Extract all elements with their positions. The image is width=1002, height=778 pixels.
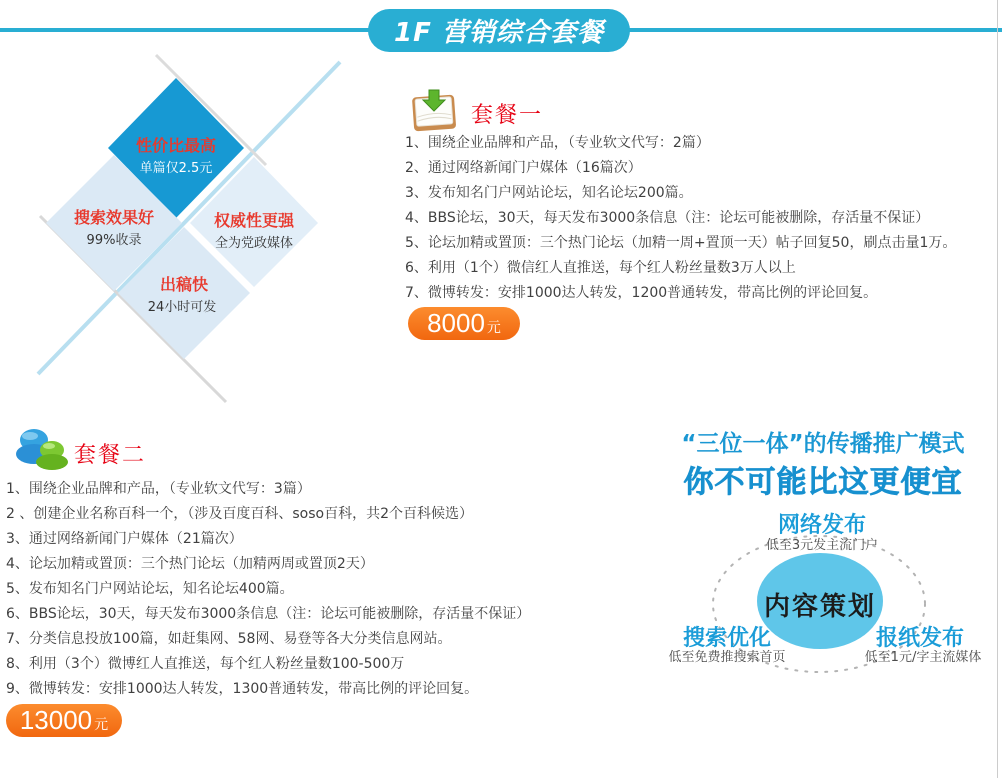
diamond-top-title: 性价比最高 — [135, 136, 216, 155]
list-item: 5、发布知名门户网站论坛，知名论坛400篇。 — [6, 581, 294, 597]
list-item: 2、通过网络新闻门户媒体（16篇次） — [405, 160, 642, 176]
triad-center-label: 内容策划 — [763, 592, 876, 622]
triad-node-top-label: 网络发布 — [777, 513, 866, 538]
package-two-title: 套餐二 — [74, 443, 147, 468]
people-icon — [14, 424, 72, 472]
package-one-section — [405, 86, 995, 346]
promo-heading-line2: 你不可能比这更便宜 — [683, 465, 963, 500]
package-one-price-button[interactable] — [408, 307, 520, 340]
diamond-bottom-subtitle: 24小时可发 — [147, 300, 217, 315]
list-item: 7、微博转发：安排1000达人转发，1200普通转发，带高比例的评论回复。 — [405, 285, 878, 301]
list-item: 6、BBS论坛，30天，每天发布3000条信息（注：论坛可能被删除，存活量不保证） — [6, 606, 531, 622]
notepad-download-icon — [405, 86, 463, 134]
price-amount: 13000 — [19, 705, 93, 735]
package-two-list — [6, 477, 530, 702]
diamond-left-subtitle: 99%收录 — [86, 233, 142, 248]
price-amount: 8000 — [427, 308, 485, 338]
package-one-title: 套餐一 — [471, 103, 544, 128]
section-title: 1F 营销综合套餐 — [394, 18, 604, 48]
diamond-right-subtitle: 全为党政媒体 — [214, 236, 293, 251]
list-item: 3、通过网络新闻门户媒体（21篇次） — [6, 531, 243, 547]
diamond-left-title: 搜索效果好 — [73, 208, 154, 227]
page-right-border — [997, 0, 998, 778]
promo-heading-line1: “三位一体”的传播推广模式 — [681, 431, 965, 457]
list-item: 3、发布知名门户网站论坛，知名论坛200篇。 — [405, 185, 693, 201]
price-unit: 元 — [94, 716, 109, 732]
list-item: 2 、创建企业名称百科一个，（涉及百度百科、soso百科，共2个百科候选） — [6, 506, 473, 522]
list-item: 7、分类信息投放100篇，如赶集网、58网、易登等各大分类信息网站。 — [6, 631, 452, 647]
diamond-right-title: 权威性更强 — [213, 211, 294, 230]
list-item: 9、微博转发：安排1000达人转发，1300普通转发，带高比例的评论回复。 — [6, 681, 479, 697]
diamond-top-subtitle: 单篇仅2.5元 — [139, 161, 213, 176]
list-item: 1、围绕企业品牌和产品，（专业软文代写：2篇） — [405, 135, 710, 151]
list-item: 4、论坛加精或置顶：三个热门论坛（加精两周或置顶2天） — [6, 556, 374, 572]
list-item: 5、论坛加精或置顶：三个热门论坛（加精一周+置顶一天）帖子回复50，刷点击量1万。 — [405, 235, 957, 251]
triad-node-left-desc: 低至免费推搜索首页 — [668, 650, 786, 665]
package-two-price-button[interactable] — [6, 704, 122, 737]
price-unit: 元 — [486, 319, 501, 335]
triad-node-top-desc: 低至3元发主流门户 — [765, 538, 879, 553]
diamond-bottom-title: 出稿快 — [159, 275, 208, 294]
list-item: 6、利用（1个）微信红人直推送，每个红人粉丝量数3万人以上 — [405, 260, 796, 276]
triad-node-right-desc: 低至1元/字主流媒体 — [864, 650, 982, 665]
triad-node-right-label: 报纸发布 — [875, 626, 964, 651]
triad-node-left-label: 搜索优化 — [682, 626, 771, 651]
list-item: 4、BBS论坛，30天，每天发布3000条信息（注：论坛可能被删除，存活量不保证） — [405, 210, 930, 226]
package-two-section — [6, 424, 626, 744]
section-banner — [368, 9, 630, 52]
list-item: 1、围绕企业品牌和产品，（专业软文代写：3篇） — [6, 481, 311, 497]
list-item: 8、利用（3个）微博红人直推送，每个红人粉丝量数100-500万 — [6, 656, 405, 672]
package-one-list — [405, 131, 956, 306]
